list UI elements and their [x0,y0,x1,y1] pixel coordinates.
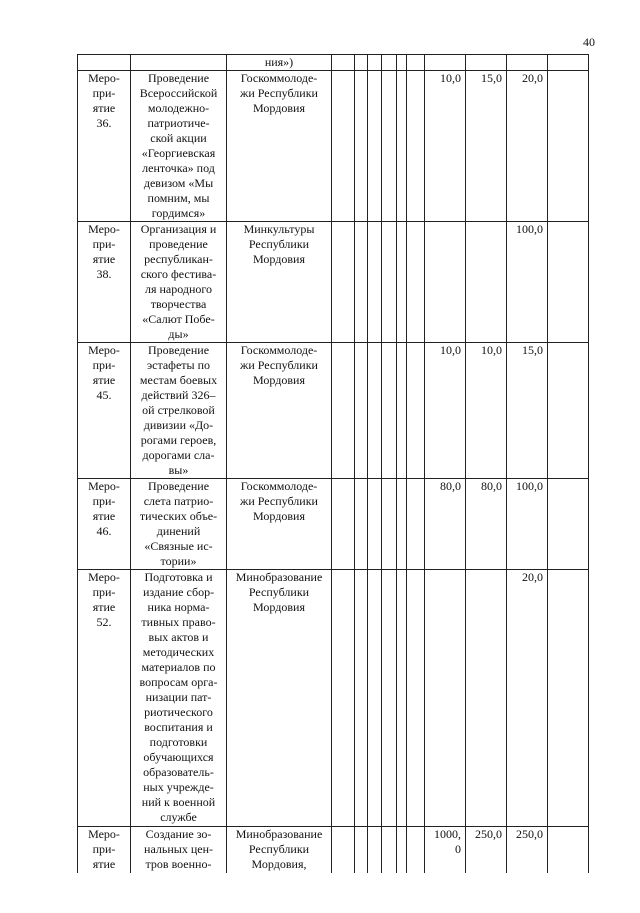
value-1 [466,222,507,343]
event-executor: Госкоммолоде- жи Республики Мордовия [227,71,332,222]
value-3: 250,0 [507,827,548,874]
table-cell [355,55,368,71]
event-number: Меро- при- ятие 38. [78,222,131,343]
event-name: Подготовка и издание сбор- ника норма- тивных право- вых актов и методических материалов по вопросам орга- низации пат- риотического воспитания и подготовки обучающихся образователь- ных учрежде- ний к военной службе [131,570,227,827]
value-2: 20,0 [507,570,548,827]
value-2: 250,0 [466,827,507,874]
table-cell [466,55,507,71]
page-number: 40 [583,35,595,49]
value-3: 20,0 [507,71,548,222]
table-cell [507,55,548,71]
table-row [78,71,589,222]
event-name: Проведение Всероссийской молодежно- патриотиче- ской акции «Георгиевская ленточка» под девизом «Мы помним, мы гордимся» [131,71,227,222]
value-1: 10,0 [425,343,466,479]
value-1: 80,0 [425,479,466,570]
table-header-fragment-row [78,55,589,71]
event-executor: Минобразование Республики Мордовия [227,570,332,827]
value-3: 15,0 [507,343,548,479]
value-1: 10,0 [425,71,466,222]
table-cell [131,55,227,71]
table-cell [407,55,425,71]
value-1: 1000, 0 [425,827,466,874]
table-cell [332,55,355,71]
value-2: 80,0 [466,479,507,570]
page-cutoff [70,873,600,913]
event-number: Меро- при- ятие 52. [78,570,131,827]
event-executor: Минобразование Республики Мордовия, [227,827,332,874]
table-cell [548,55,589,71]
value-2: 10,0 [466,343,507,479]
event-executor: Госкоммолоде- жи Республики Мордовия [227,343,332,479]
table-cell [78,55,131,71]
event-number: Меро- при- ятие 36. [78,71,131,222]
header-fragment: ния») [227,55,332,71]
event-number: Меро- при- ятие 45. [78,343,131,479]
event-executor: Госкоммолоде- жи Республики Мордовия [227,479,332,570]
value-3: 100,0 [507,479,548,570]
event-name: Проведение слета патрио- тических объе- динений «Связные ис- тории» [131,479,227,570]
event-name: Организация и проведение республикан- ского фестива- ля народного творчества «Салют Побе- ды» [131,222,227,343]
event-number: Меро- при- ятие [78,827,131,874]
event-name: Проведение эстафеты по местам боевых действий 326– ой стрелковой дивизии «До- рогами героев, дорогами сла- вы» [131,343,227,479]
value-1 [466,570,507,827]
event-executor: Минкультуры Республики Мордовия [227,222,332,343]
value-3 [548,222,589,343]
event-number: Меро- при- ятие 46. [78,479,131,570]
event-name: Создание зо- нальных цен- тров военно- [131,827,227,874]
table-cell [368,55,382,71]
table-row [78,343,589,479]
budget-table [77,54,589,874]
table-row [78,479,589,570]
table-cell [382,55,397,71]
table-row [78,827,589,874]
value-3 [548,570,589,827]
table-row [78,570,589,827]
value-2: 100,0 [507,222,548,343]
table-cell [425,55,466,71]
table-cell [397,55,407,71]
table-row [78,222,589,343]
value-2: 15,0 [466,71,507,222]
